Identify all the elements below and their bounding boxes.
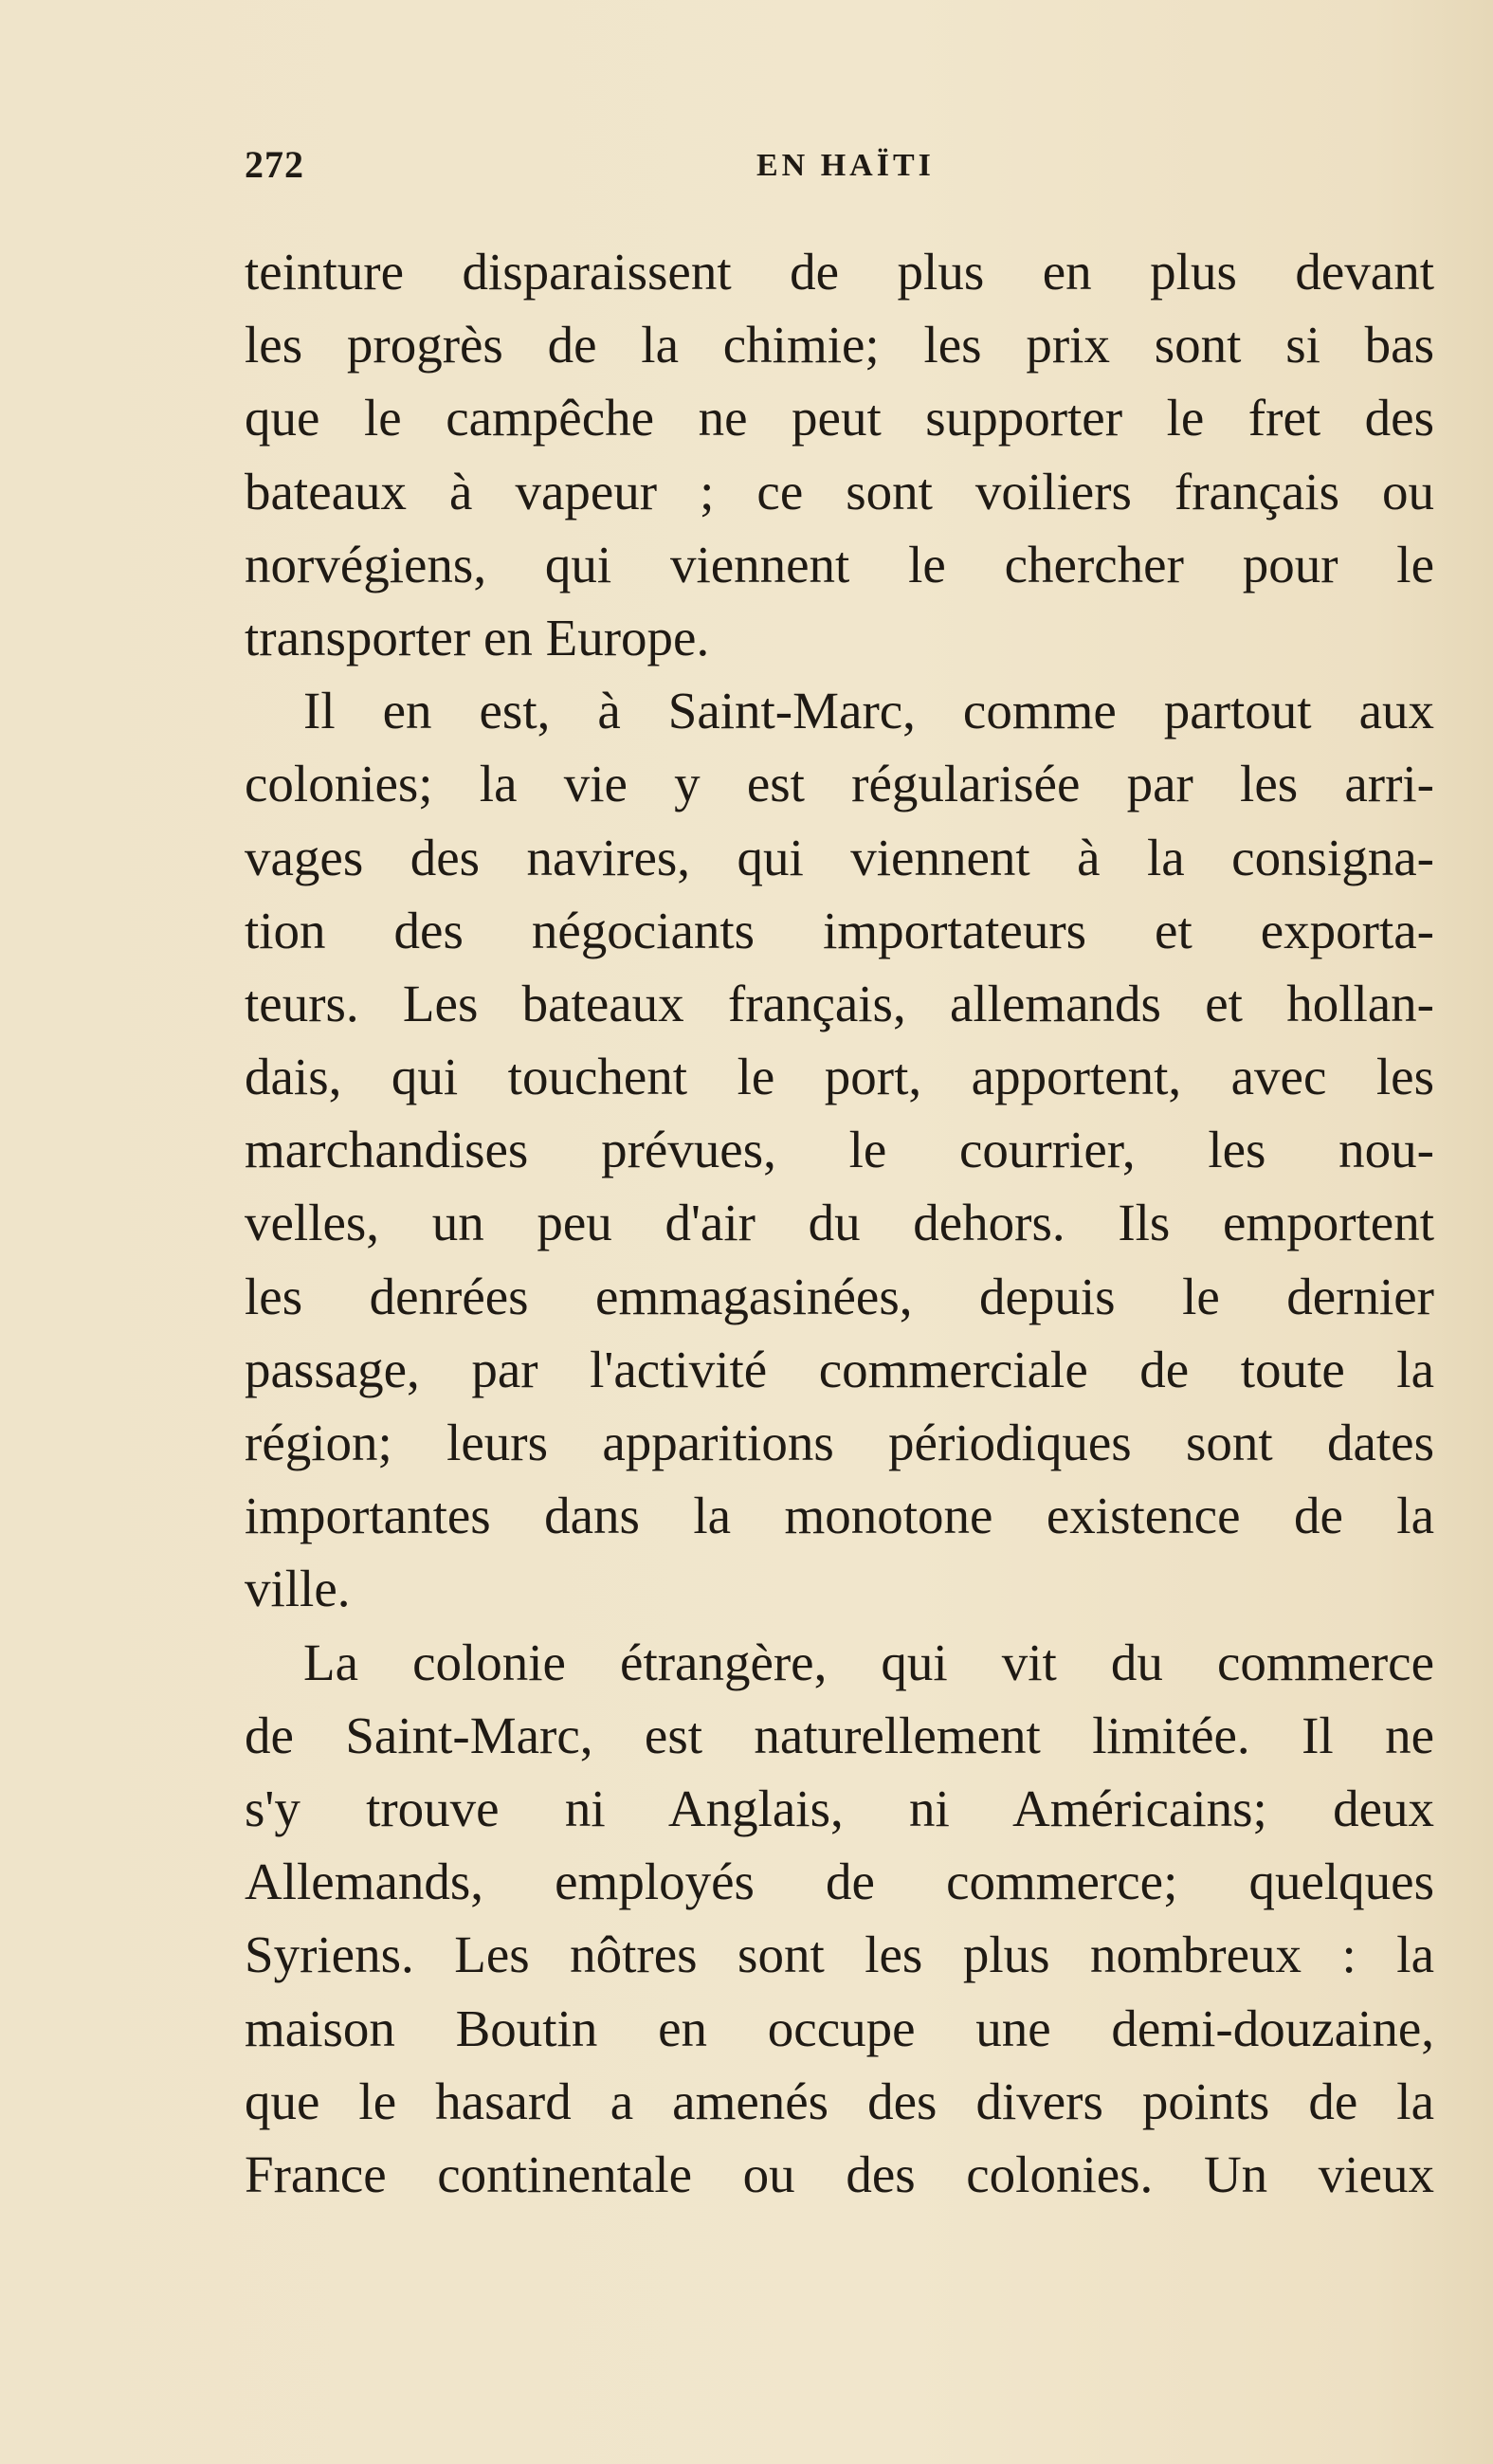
text-line: bateaux à vapeur ; ce sont voiliers français ou — [245, 462, 1434, 520]
text-line: Syriens. Les nôtres sont les plus nombreux : la — [245, 1926, 1434, 1984]
body-text — [245, 235, 1434, 2211]
text-line: Il en est, à Saint-Marc, comme partout aux — [303, 682, 1434, 740]
text-line: marchandises prévues, le courrier, les nou- — [245, 1121, 1434, 1179]
text-line: vages des navires, qui viennent à la consigna- — [245, 828, 1434, 886]
text-line: tion des négociants importateurs et exporta- — [245, 901, 1434, 959]
text-line: les denrées emmagasinées, depuis le dernier — [245, 1267, 1434, 1325]
text-line: teurs. Les bateaux français, allemands et hollan- — [245, 974, 1434, 1032]
text-line: maison Boutin en occupe une demi-douzaine, — [245, 1999, 1434, 2057]
text-line: La colonie étrangère, qui vit du commerce — [303, 1633, 1434, 1691]
text-line: Allemands, employés de commerce; quelques — [245, 1853, 1434, 1911]
text-line: les progrès de la chimie; les prix sont si bas — [245, 316, 1434, 374]
text-line: norvégiens, qui viennent le chercher pour le — [245, 535, 1434, 593]
text-line: transporter en Europe. — [245, 608, 710, 666]
text-line: dais, qui touchent le port, apportent, avec les — [245, 1048, 1434, 1106]
text-line: région; leurs apparitions périodiques sont dates — [245, 1414, 1434, 1471]
text-line: importantes dans la monotone existence de la — [245, 1487, 1434, 1545]
page-number: 272 — [245, 143, 304, 186]
text-line: velles, un peu d'air du dehors. Ils emportent — [245, 1194, 1434, 1252]
text-line: de Saint-Marc, est naturellement limitée. Il ne — [245, 1706, 1434, 1764]
text-line: ville. — [245, 1560, 351, 1618]
text-line: que le campêche ne peut supporter le fret des — [245, 389, 1434, 447]
text-line: colonies; la vie y est régularisée par les arri- — [245, 755, 1434, 813]
text-line: passage, par l'activité commerciale de toute la — [245, 1340, 1434, 1398]
text-line: que le hasard a amenés des divers points de la — [245, 2072, 1434, 2130]
text-line: teinture disparaissent de plus en plus devant — [245, 243, 1434, 301]
text-line: s'y trouve ni Anglais, ni Américains; deux — [245, 1779, 1434, 1837]
text-line: France continentale ou des colonies. Un vieux — [245, 2145, 1434, 2203]
page-header — [245, 142, 1439, 199]
running-head: EN HAÏTI — [756, 148, 935, 183]
